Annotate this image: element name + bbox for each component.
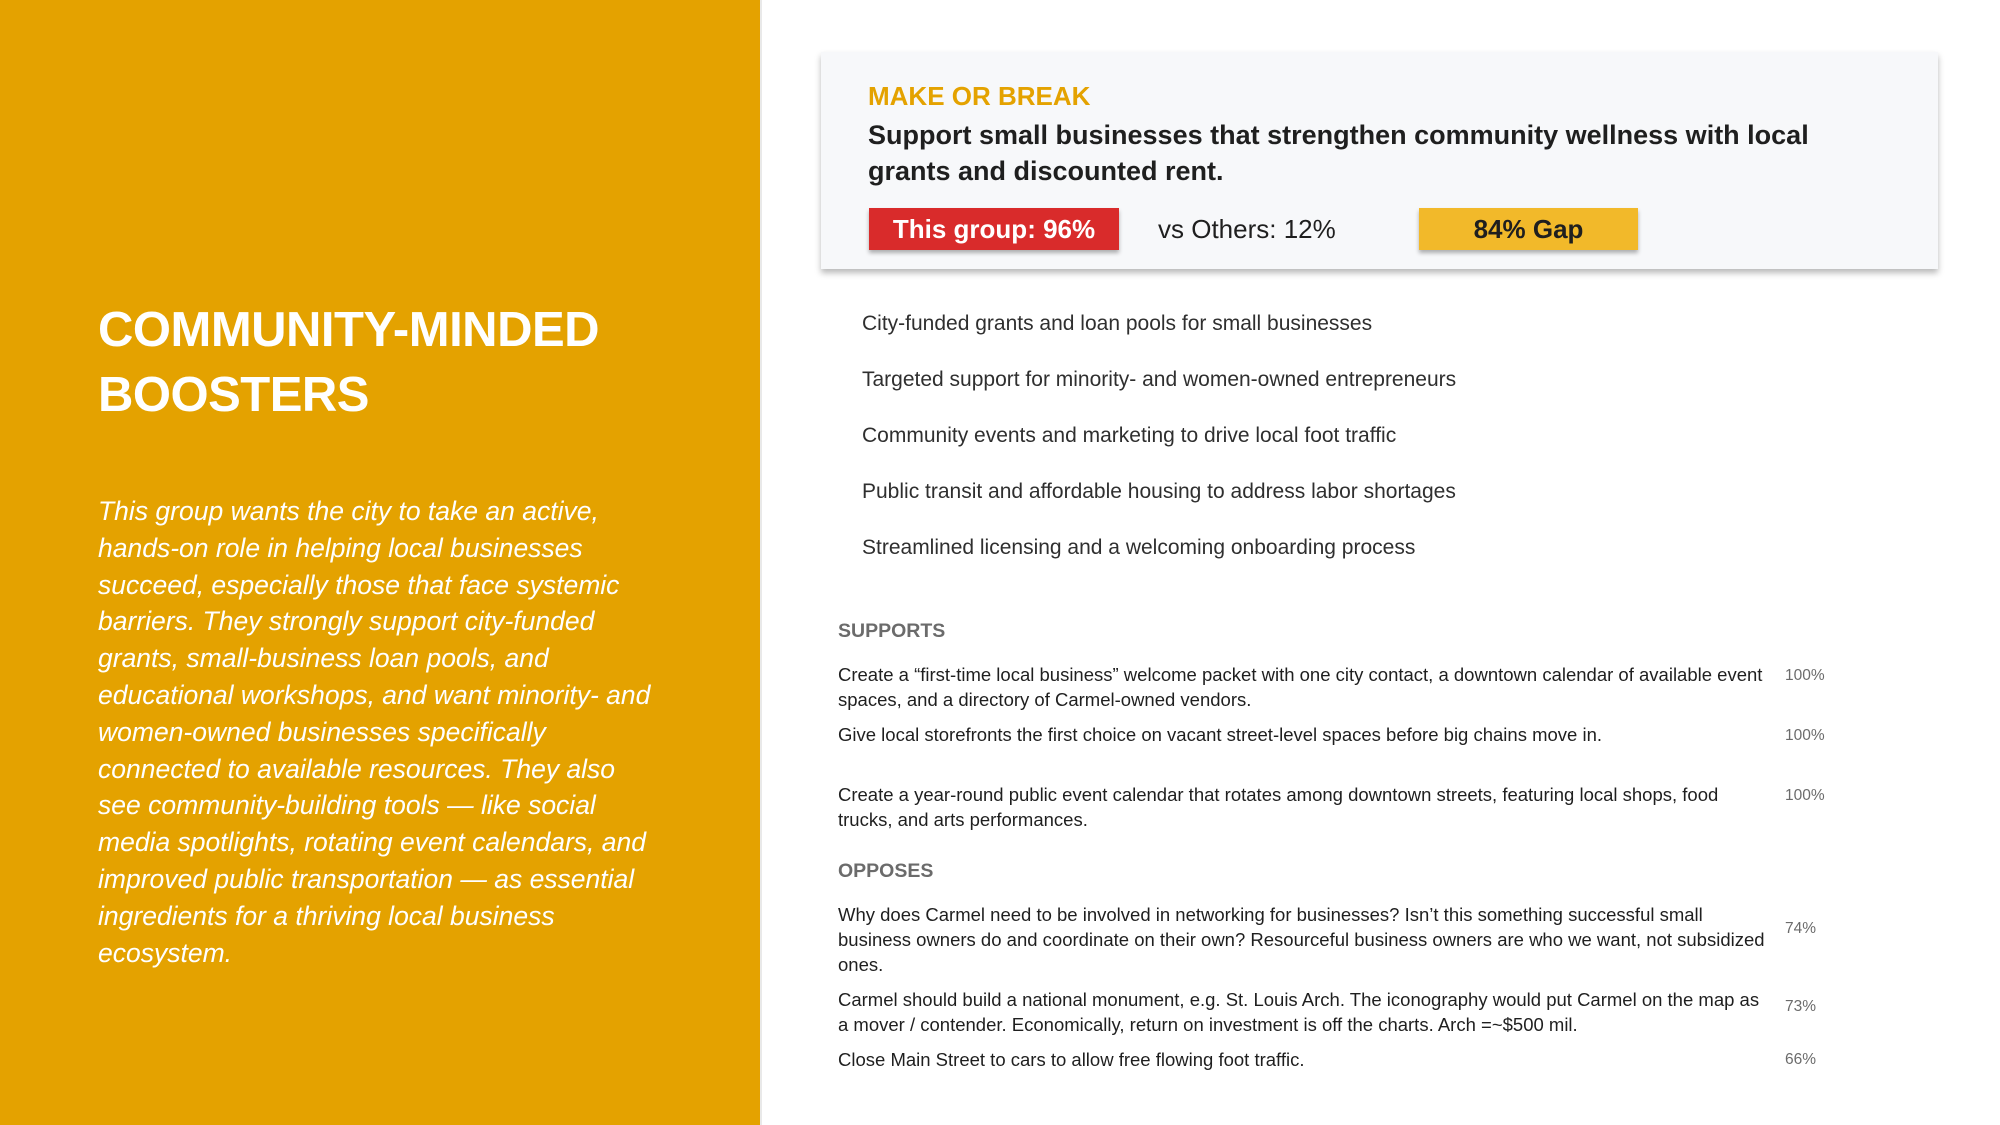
supports-item: Give local storefronts the first choice on vacant street-level spaces before big chains move in. [838,724,1603,745]
supports-item-percentage: 100% [1785,787,1825,804]
make-or-break-callout [821,52,1938,269]
supports-item-percentage: 100% [1785,727,1825,744]
key-points-list [862,305,1862,585]
opposes-item-percentage: 73% [1785,998,1817,1015]
supports-item: Create a “first-time local business” welcome packet with one city contact, a downtown calendar of available event spaces, and a directory of Carmel-owned vendors. [838,664,1763,710]
callout-headline: Support small businesses that strengthen community wellness with local grants and discounted rent. [868,120,1809,186]
left-panel [0,0,762,1125]
supports-item-percentage: 100% [1785,667,1825,684]
others-percentage-text: vs Others: 12% [1158,214,1336,244]
key-point: Public transit and affordable housing to address labor shortages [862,480,1456,503]
opposes-heading: OPPOSES [838,860,934,882]
group-percentage-badge: This group: 96% [869,208,1119,250]
supports-heading: SUPPORTS [838,620,946,642]
opposes-item-percentage: 66% [1785,1051,1817,1068]
supports-item: Create a year-round public event calendar that rotates among downtown streets, featuring local shops, food trucks, and arts performances. [838,784,1719,830]
gap-badge: 84% Gap [1419,208,1638,250]
segment-description: This group wants the city to take an active, hands-on role in helping local businesses succeed, especially those that face systemic barriers. They strongly support city-funded grants, small-business loan pools, and educational workshops, and want minority- and women-owned businesses specifically connected to available resources. They also see community-building tools — like social media spotlights, rotating event calendars, and improved public transportation — as essential ingredients for a thriving local business ecosystem. [98,496,651,968]
callout-kicker: MAKE OR BREAK [868,81,1091,111]
segment-title-line1: COMMUNITY-MINDED [98,303,600,357]
key-point: Community events and marketing to drive local foot traffic [862,424,1397,447]
opposes-item: Carmel should build a national monument, e.g. St. Louis Arch. The iconography would put Carmel on the map as a mover / contender. Economically, return on investment is off the charts. Arch =~$500 mil. [838,989,1760,1035]
key-point: Streamlined licensing and a welcoming onboarding process [862,536,1416,559]
segment-title [98,298,698,428]
key-point: Targeted support for minority- and women-owned entrepreneurs [862,368,1457,391]
segment-title-line2: BOOSTERS [98,368,369,422]
opposes-item-percentage: 74% [1785,920,1817,937]
opposes-item: Why does Carmel need to be involved in networking for businesses? Isn’t this something successful small business owners do and coordinate on their own? Resourceful business owners are who we want, not subsidized ones. [838,904,1765,975]
key-point: City-funded grants and loan pools for small businesses [862,312,1373,335]
opposes-item: Close Main Street to cars to allow free flowing foot traffic. [838,1049,1305,1070]
